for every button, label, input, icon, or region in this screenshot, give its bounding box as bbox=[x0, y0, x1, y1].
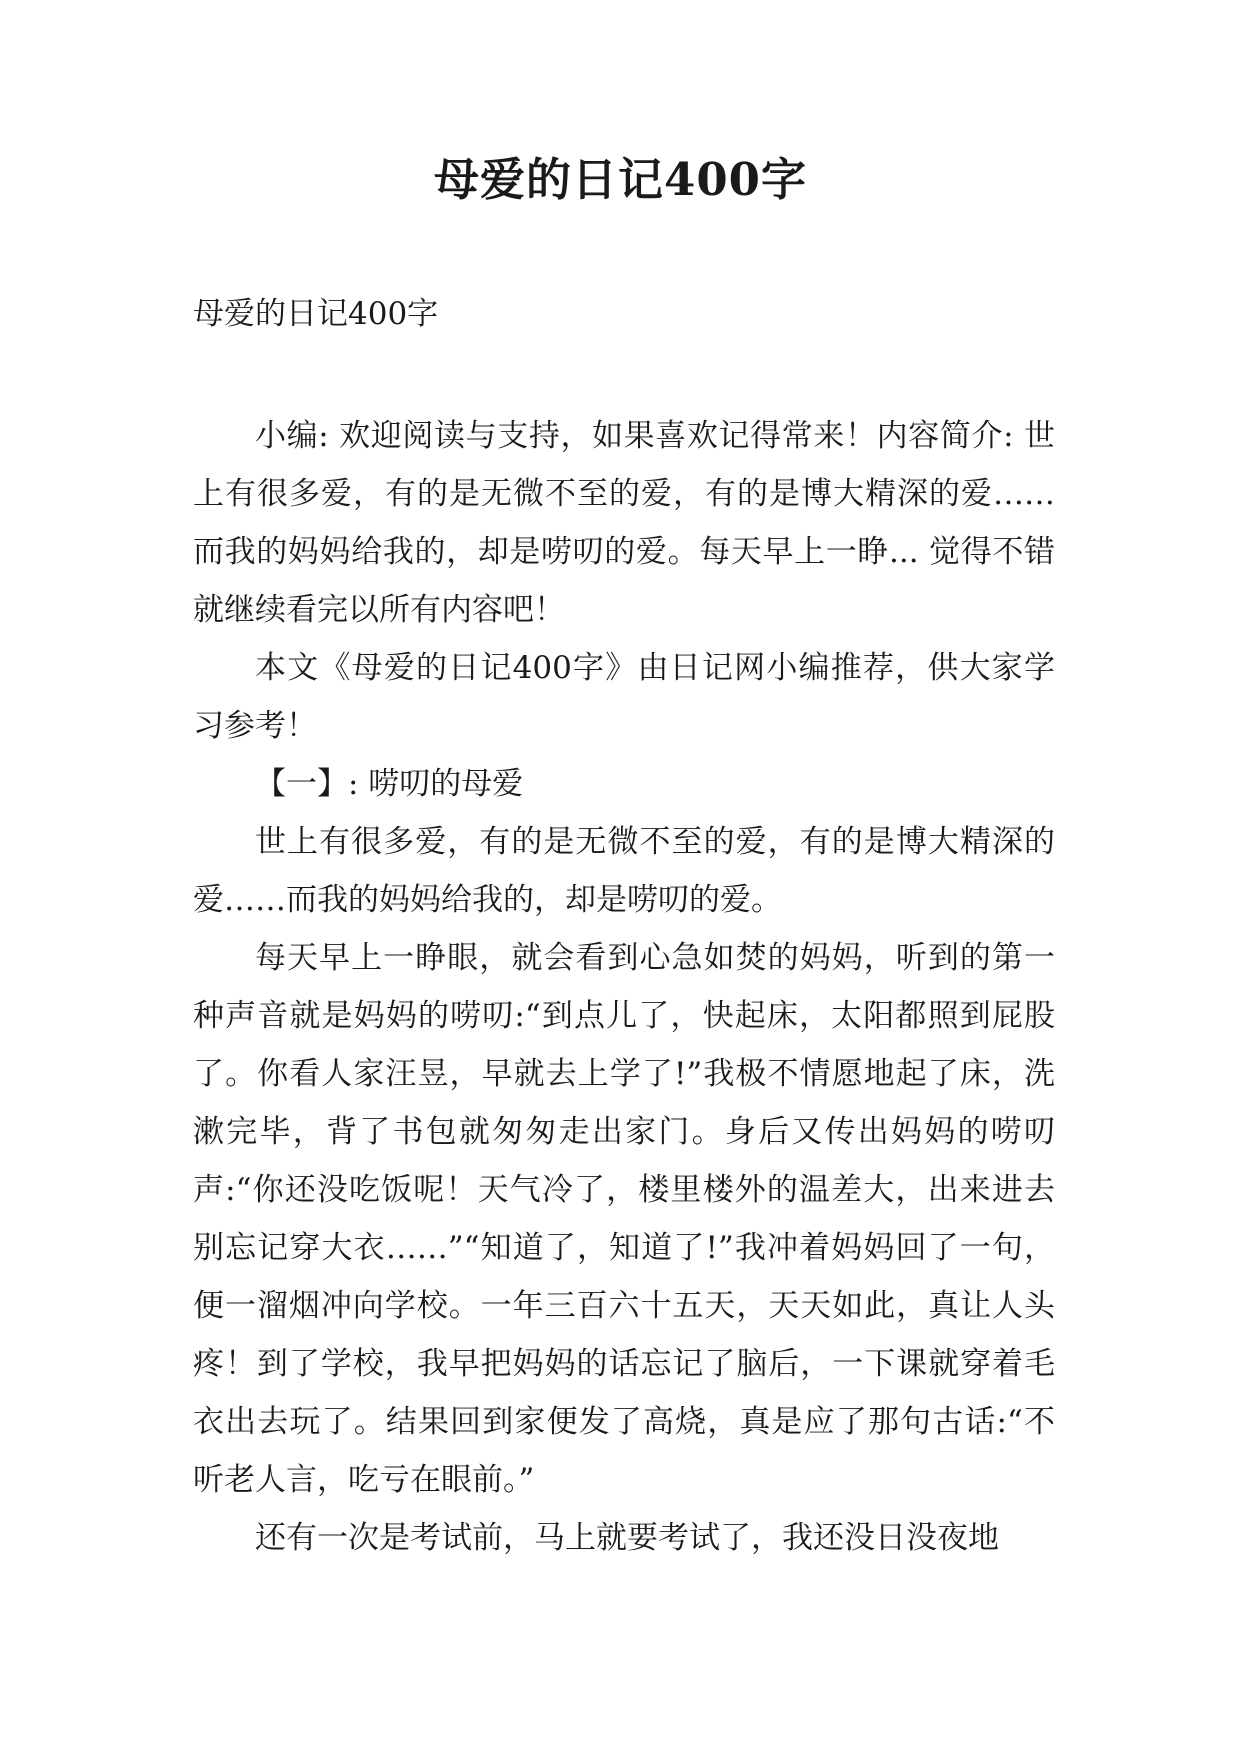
paragraph: 每天早上一睁眼，就会看到心急如焚的妈妈，听到的第一种声音就是妈妈的唠叨:“到点儿了，快起床，太阳都照到屁股了。你看人家汪昱，早就去上学了!”我极不情愿地起了床，洗漱完毕，背了书包就匆匆走出家门。身后又传出妈妈的唠叨声:“你还没吃饭呢！天气冷了，楼里楼外的温差大，出来进去别忘记穿大衣……”“知道了，知道了!”我冲着妈妈回了一句，便一溜烟冲向学校。一年三百六十五天，天天如此，真让人头疼！到了学校，我早把妈妈的话忘记了脑后，一下课就穿着毛衣出去玩了。结果回到家便发了高烧，真是应了那句古话:“不听老人言，吃亏在眼前。” bbox=[193, 940, 1055, 1498]
section-heading: 【一】: 唠叨的母爱 bbox=[255, 766, 524, 802]
paragraph: 还有一次是考试前，马上就要考试了，我还没日没夜地 bbox=[255, 1520, 999, 1556]
document-title: 母爱的日记400字 bbox=[434, 153, 807, 206]
paragraph: 世上有很多爱，有的是无微不至的爱，有的是博大精深的爱……而我的妈妈给我的，却是唠叨的爱。 bbox=[193, 824, 1055, 918]
document-body bbox=[193, 407, 1055, 1567]
paragraph-recommendation: 本文《母爱的日记400字》由日记网小编推荐，供大家学习参考！ bbox=[193, 650, 1055, 744]
paragraph-intro: 小编: 欢迎阅读与支持，如果喜欢记得常来！内容简介: 世上有很多爱，有的是无微不至的爱，有的是博大精深的爱……而我的妈妈给我的，却是唠叨的爱。每天早上一睁... 觉得不错就继续看完以所有内容吧！ bbox=[193, 418, 1055, 628]
document-subtitle: 母爱的日记400字 bbox=[193, 296, 439, 332]
